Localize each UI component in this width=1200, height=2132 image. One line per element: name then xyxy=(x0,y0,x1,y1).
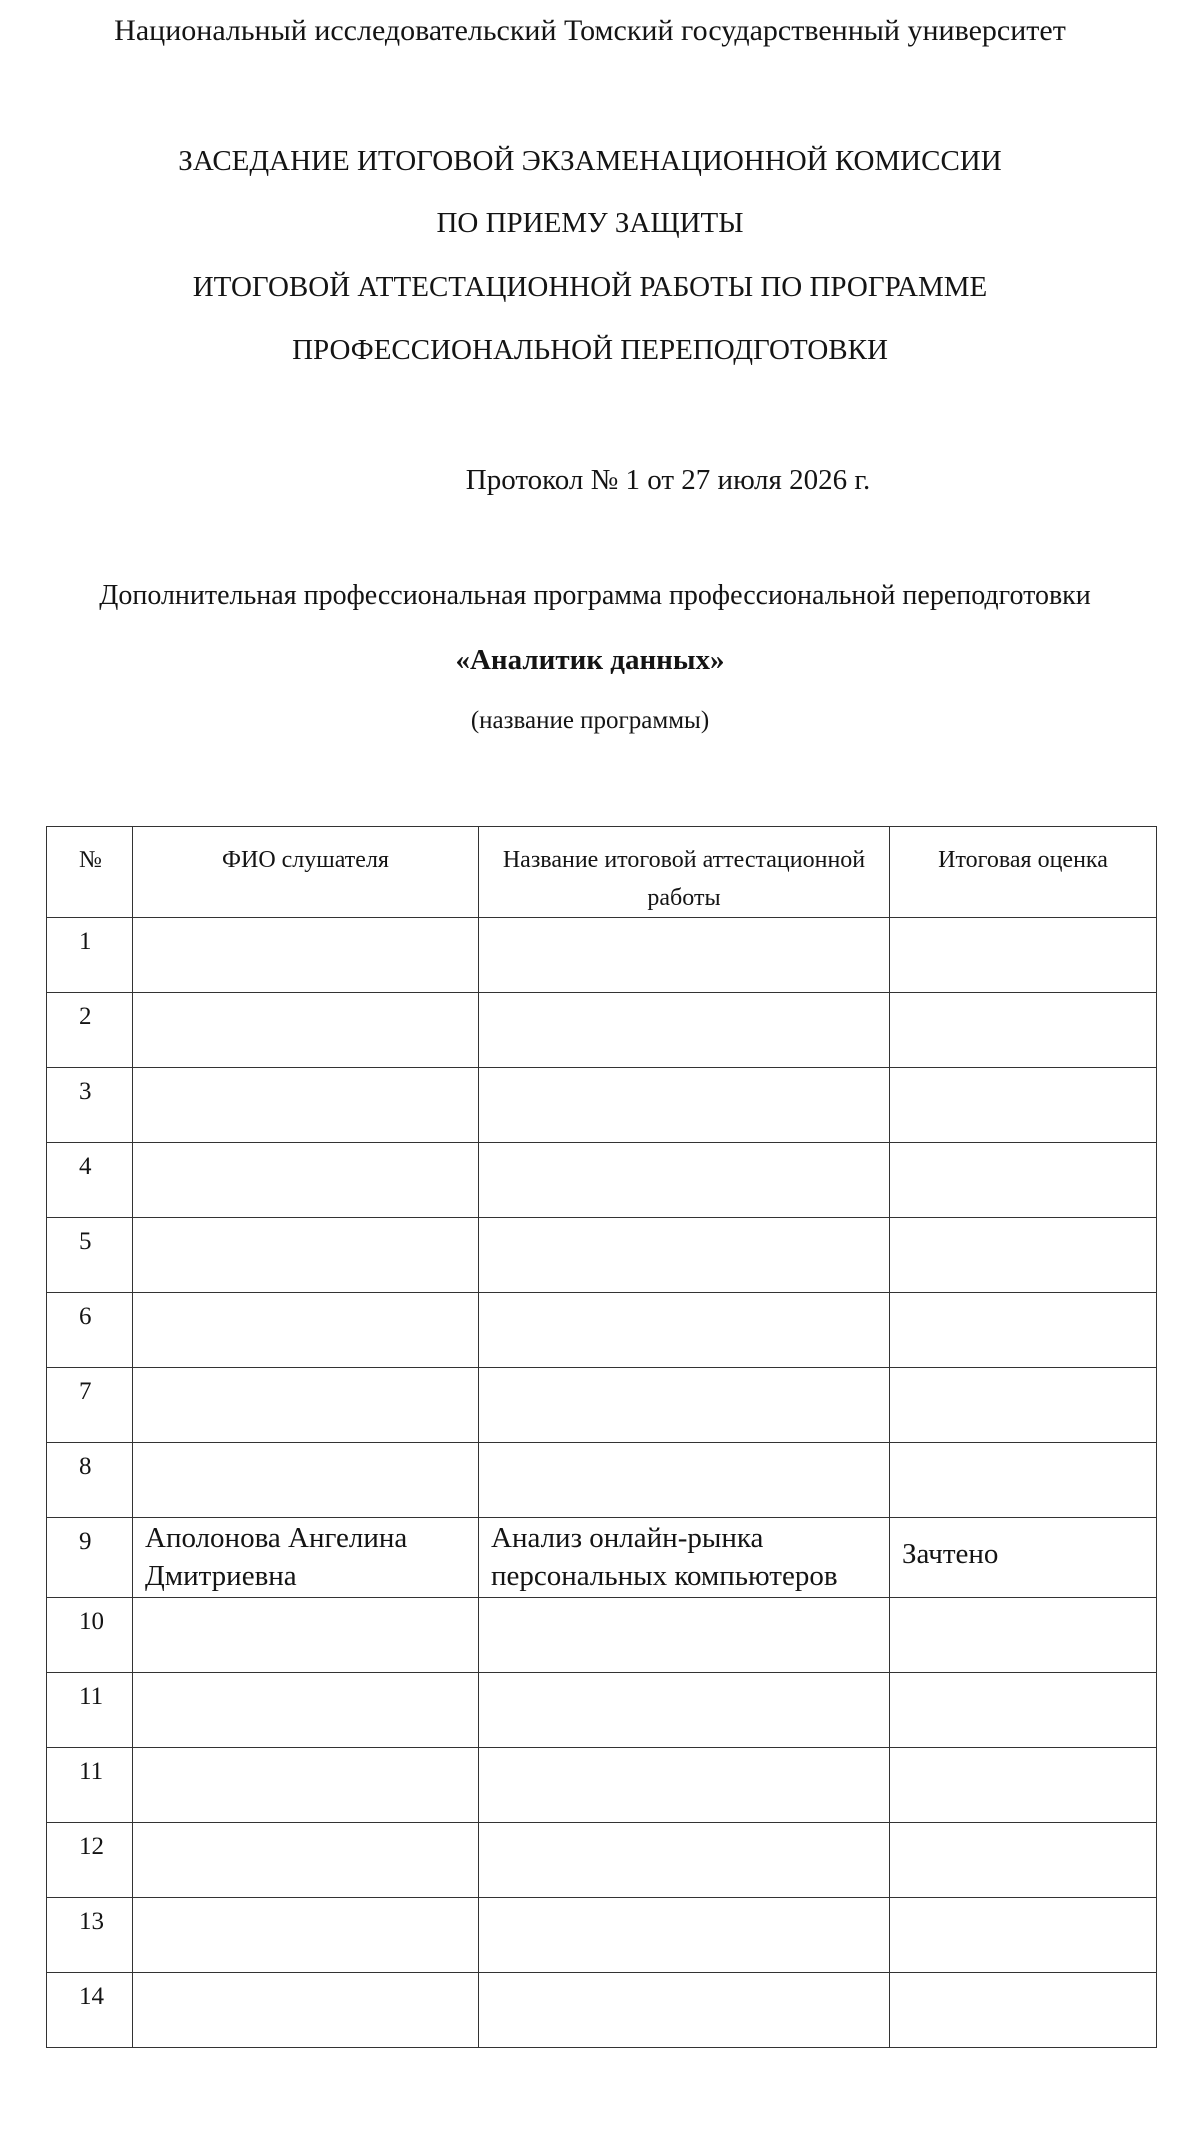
results-table xyxy=(46,826,1157,2048)
student-name-cell xyxy=(133,993,479,1068)
work-title-cell xyxy=(479,1368,890,1443)
grade-cell xyxy=(890,1973,1157,2048)
row-number: 5 xyxy=(47,1218,133,1293)
student-name-cell xyxy=(133,1673,479,1748)
work-title-cell xyxy=(479,1218,890,1293)
grade-cell xyxy=(890,1218,1157,1293)
work-title-cell xyxy=(479,1598,890,1673)
row-number: 6 xyxy=(47,1293,133,1368)
table-row xyxy=(47,1973,1157,2048)
table-row xyxy=(47,1293,1157,1368)
row-number: 3 xyxy=(47,1068,133,1143)
grade-cell xyxy=(890,918,1157,993)
title-line-1: ЗАСЕДАНИЕ ИТОГОВОЙ ЭКЗАМЕНАЦИОННОЙ КОМИССИИ xyxy=(178,145,1002,177)
work-title-cell: Анализ онлайн-рынка персональных компьютеров xyxy=(479,1518,890,1598)
table-row xyxy=(47,1598,1157,1673)
work-title-cell xyxy=(479,918,890,993)
student-name-cell xyxy=(133,1748,479,1823)
column-header-name: ФИО слушателя xyxy=(133,827,479,918)
university-name: Национальный исследовательский Томский государственный университет xyxy=(114,14,1066,47)
column-header-work-title: Название итоговой аттестационной работы xyxy=(479,827,890,918)
row-number: 7 xyxy=(47,1368,133,1443)
grade-cell xyxy=(890,1143,1157,1218)
table-row xyxy=(47,1068,1157,1143)
title-line-2: ПО ПРИЕМУ ЗАЩИТЫ xyxy=(436,207,744,239)
program-type: Дополнительная профессиональная программа профессиональной переподготовки xyxy=(99,580,1091,611)
table-row xyxy=(47,1748,1157,1823)
work-title-cell xyxy=(479,1443,890,1518)
row-number: 1 xyxy=(47,918,133,993)
row-number: 9 xyxy=(47,1518,133,1598)
work-title-cell xyxy=(479,1898,890,1973)
row-number: 8 xyxy=(47,1443,133,1518)
student-name-cell xyxy=(133,1898,479,1973)
row-number: 11 xyxy=(47,1673,133,1748)
title-line-4: ПРОФЕССИОНАЛЬНОЙ ПЕРЕПОДГОТОВКИ xyxy=(292,334,888,366)
table-header-row xyxy=(47,827,1157,918)
work-title-cell xyxy=(479,1293,890,1368)
table-row xyxy=(47,1673,1157,1748)
grade-cell xyxy=(890,1068,1157,1143)
work-title-cell xyxy=(479,1823,890,1898)
student-name-cell xyxy=(133,1973,479,2048)
protocol-number: Протокол № 1 от 27 июля 2026 г. xyxy=(465,464,871,496)
row-number: 12 xyxy=(47,1823,133,1898)
work-title-cell xyxy=(479,1973,890,2048)
program-name: «Аналитик данных» xyxy=(455,644,725,676)
title-line-3: ИТОГОВОЙ АТТЕСТАЦИОННОЙ РАБОТЫ ПО ПРОГРАММЕ xyxy=(192,271,988,303)
program-caption: (название программы) xyxy=(470,707,710,734)
student-name-cell xyxy=(133,1598,479,1673)
grade-cell xyxy=(890,1368,1157,1443)
work-title-cell xyxy=(479,1143,890,1218)
student-name-cell xyxy=(133,1368,479,1443)
column-header-number: № xyxy=(47,827,133,918)
table-row xyxy=(47,1518,1157,1598)
student-name-cell xyxy=(133,1143,479,1218)
row-number: 14 xyxy=(47,1973,133,2048)
table-row xyxy=(47,1823,1157,1898)
table-row xyxy=(47,1443,1157,1518)
grade-cell xyxy=(890,1823,1157,1898)
row-number: 2 xyxy=(47,993,133,1068)
grade-cell xyxy=(890,1898,1157,1973)
table-row xyxy=(47,1898,1157,1973)
table-row xyxy=(47,993,1157,1068)
table-row xyxy=(47,1368,1157,1443)
student-name-cell xyxy=(133,1068,479,1143)
grade-cell xyxy=(890,1598,1157,1673)
table-row xyxy=(47,1218,1157,1293)
student-name-cell: Аполонова Ангелина Дмитриевна xyxy=(133,1518,479,1598)
grade-cell: Зачтено xyxy=(890,1518,1157,1598)
student-name-cell xyxy=(133,1823,479,1898)
table-row xyxy=(47,1143,1157,1218)
row-number: 13 xyxy=(47,1898,133,1973)
column-header-grade: Итоговая оценка xyxy=(890,827,1157,918)
grade-cell xyxy=(890,1293,1157,1368)
student-name-cell xyxy=(133,1443,479,1518)
row-number: 4 xyxy=(47,1143,133,1218)
student-name-cell xyxy=(133,1218,479,1293)
work-title-cell xyxy=(479,1748,890,1823)
row-number: 11 xyxy=(47,1748,133,1823)
student-name-cell xyxy=(133,918,479,993)
work-title-cell xyxy=(479,1673,890,1748)
grade-cell xyxy=(890,993,1157,1068)
work-title-cell xyxy=(479,1068,890,1143)
student-name-cell xyxy=(133,1293,479,1368)
grade-cell xyxy=(890,1673,1157,1748)
row-number: 10 xyxy=(47,1598,133,1673)
work-title-cell xyxy=(479,993,890,1068)
grade-cell xyxy=(890,1443,1157,1518)
table-row xyxy=(47,918,1157,993)
grade-cell xyxy=(890,1748,1157,1823)
